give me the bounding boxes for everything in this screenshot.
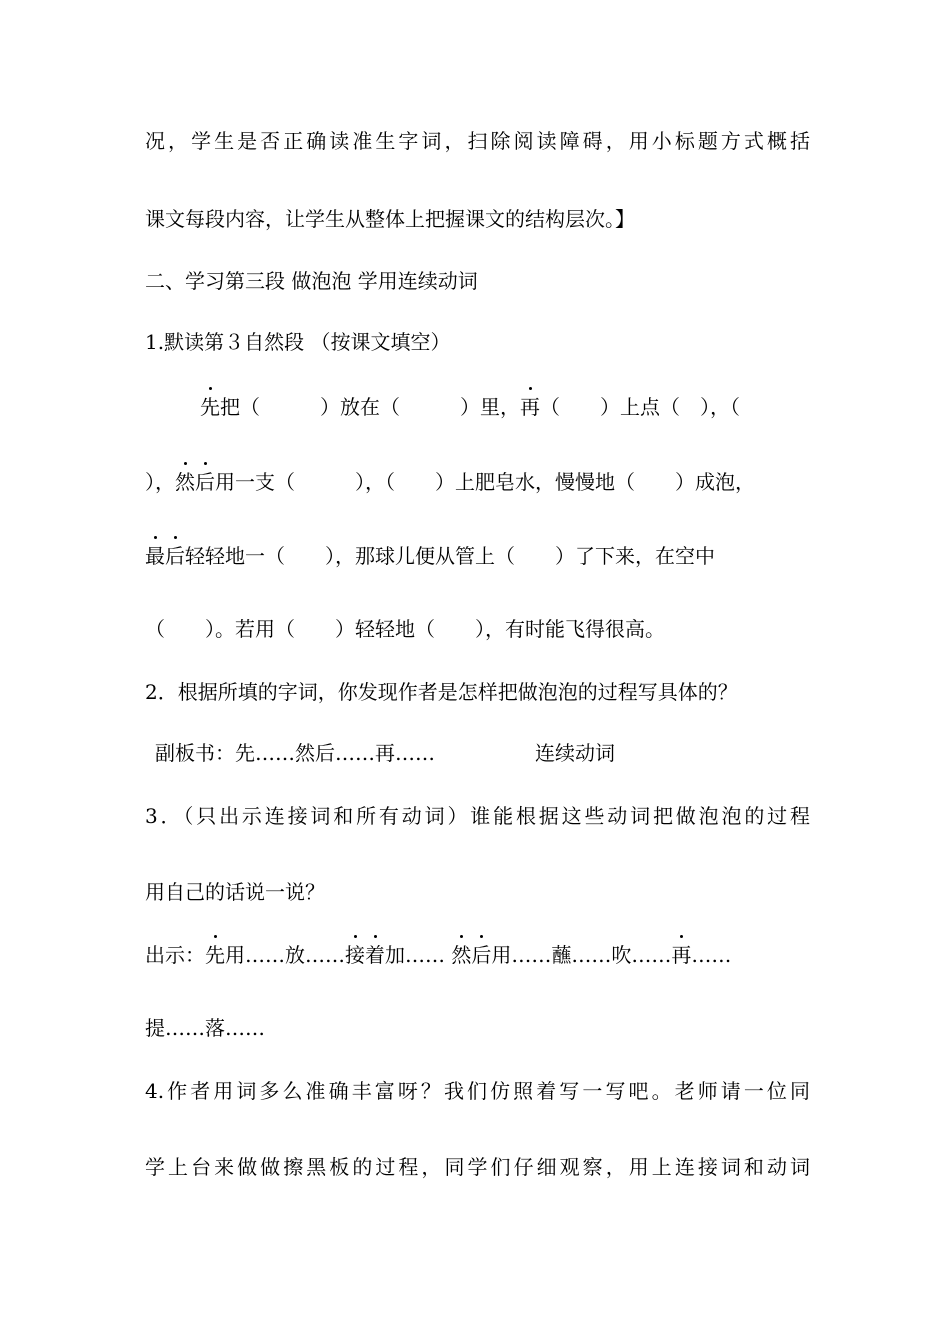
- fill-in-text: 轻轻地一（ ），那球儿便从管上（ ）了下来，在空中: [185, 544, 715, 568]
- paragraph-line-2: 课文每段内容，让学生从整体上把握课文的结构层次。】: [145, 207, 635, 231]
- emphasis-dot-char: 再: [520, 395, 540, 419]
- emphasis-dot-char: 后: [471, 943, 492, 967]
- fill-in-line-1: [200, 392, 810, 422]
- section-heading: 二、学习第三段 做泡泡 学用连续动词: [145, 269, 478, 293]
- display-sequence: [145, 940, 810, 970]
- fill-in-line-4: （ ）。若用（ ）轻轻地（ ），有时能飞得很高。: [145, 617, 665, 641]
- emphasis-dot-char: 再: [671, 943, 692, 967]
- exercise-3-question-cont: 用自己的话说一说？: [145, 880, 325, 904]
- fill-in-text: 用一支（ ），（ ）上肥皂水，慢慢地（ ）成泡，: [215, 470, 755, 494]
- emphasis-dot-char: 先: [200, 395, 220, 419]
- board-note-label: 连续动词: [535, 741, 615, 765]
- exercise-1-title: 1.默读第３自然段 （按课文填空）: [145, 330, 451, 354]
- paragraph-line-1: 况，学生是否正确读准生字词，扫除阅读障碍，用小标题方式概括: [145, 129, 810, 153]
- emphasis-dot-char: 先: [205, 943, 225, 967]
- fill-in-text: 把（ ）放在（ ）里，: [220, 395, 520, 419]
- fill-in-line-2: [145, 467, 810, 497]
- exercise-4-line-1: 4.作者用词多么准确丰富呀？我们仿照着写一写吧。老师请一位同: [145, 1079, 810, 1103]
- exercise-2-question: 2．根据所填的字词，你发现作者是怎样把做泡泡的过程写具体的？: [145, 680, 738, 704]
- emphasis-dot-char: 接: [345, 943, 365, 967]
- fill-in-line-3: [145, 541, 810, 571]
- display-text: 加……: [385, 943, 452, 967]
- emphasis-dot-char: 然: [451, 943, 472, 967]
- fill-in-text: ），: [145, 470, 175, 494]
- fill-in-text: （ ）上点（ ），（: [540, 395, 740, 419]
- exercise-3-question: 3．（只出示连接词和所有动词）谁能根据这些动词把做泡泡的过程: [145, 804, 810, 828]
- emphasis-dot-char: 后: [165, 544, 185, 568]
- display-text: 用……蘸……吹……: [491, 943, 672, 967]
- emphasis-dot-char: 后: [195, 470, 215, 494]
- display-sequence-cont: 提……落……: [145, 1016, 265, 1040]
- board-note: [155, 738, 820, 768]
- exercise-4-line-2: 学上台来做做擦黑板的过程，同学们仔细观察，用上连接词和动词: [145, 1155, 810, 1179]
- emphasis-dot-char: 着: [365, 943, 385, 967]
- display-text: 用……放……: [225, 943, 345, 967]
- display-text: ……: [691, 943, 732, 967]
- emphasis-dot-char: 然: [175, 470, 195, 494]
- emphasis-dot-char: 最: [145, 544, 165, 568]
- display-label: 出示：: [145, 943, 205, 967]
- board-note-text: 副板书：先……然后……再……: [155, 741, 435, 765]
